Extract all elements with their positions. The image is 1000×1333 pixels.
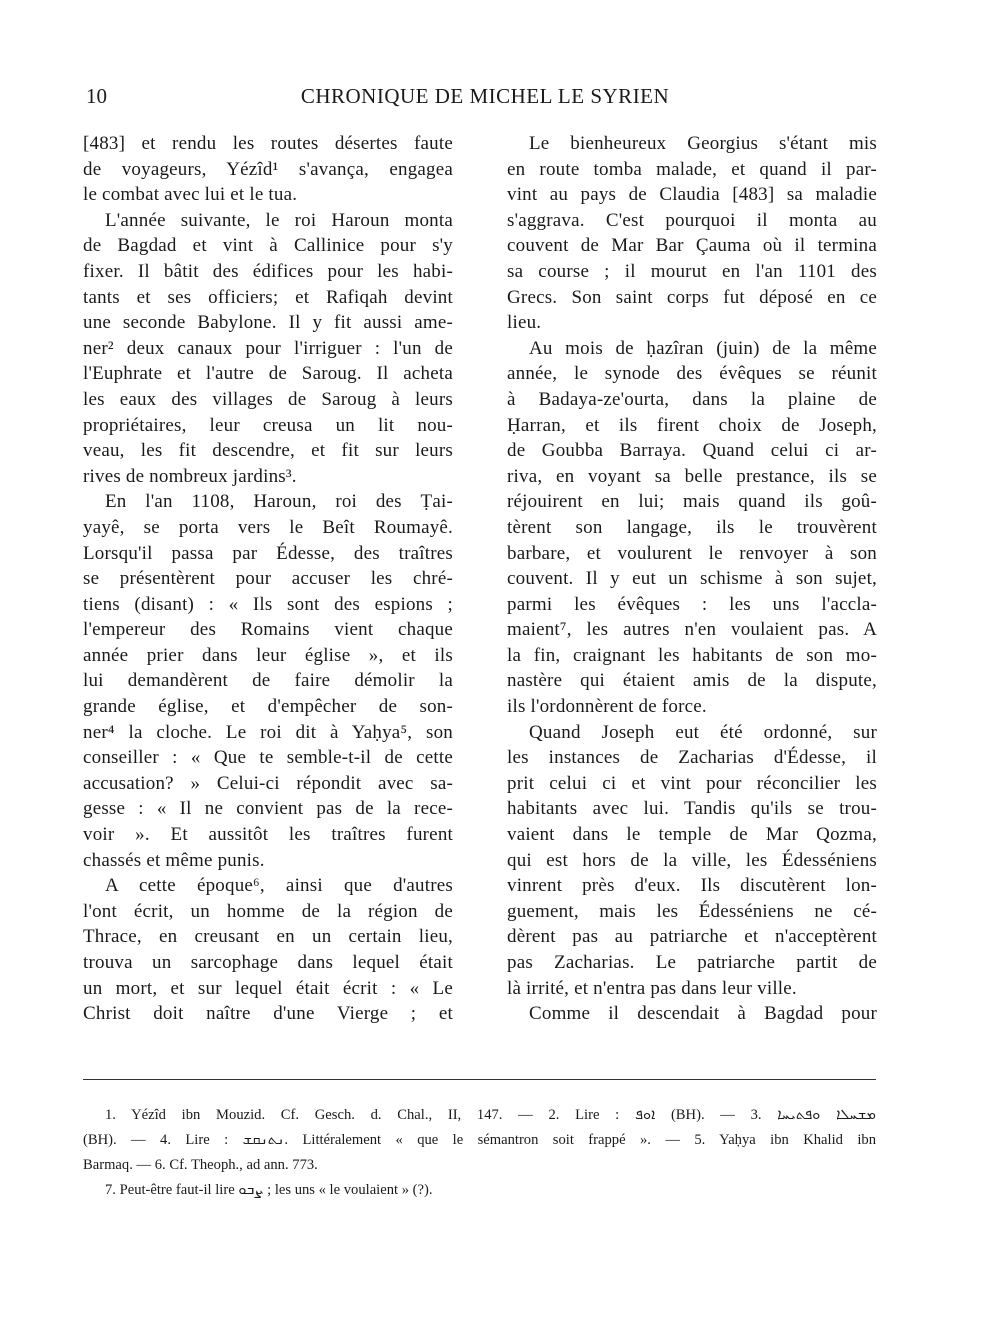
text-line: accusation? » Celui-ci répondit avec sa- — [83, 772, 453, 794]
paragraph — [507, 720, 877, 1002]
text-line: la fin, craignant les habitants de son mo- — [507, 644, 877, 666]
text-line: Christ doit naître d'une Vierge ; et — [83, 1003, 453, 1025]
text-line: en route tomba malade, et quand il par- — [507, 158, 877, 180]
footnote-line: 7. Peut-être faut-il lire ܨܒܘ ; les uns « le voulaient » (?). — [105, 1182, 433, 1198]
text-line: riva, en voyant sa belle prestance, ils se — [507, 465, 877, 487]
text-line: barbare, et voulurent le renvoyer à son — [507, 542, 877, 564]
page-number: 10 — [86, 84, 107, 108]
text-line: Le bienheureux Georgius s'étant mis — [529, 133, 877, 154]
text-line: grande église, et d'empêcher de son- — [83, 696, 453, 718]
text-line: A cette époque⁶, ainsi que d'autres — [105, 875, 453, 897]
text-line: lui demandèrent de faire démolir la — [83, 670, 453, 692]
text-line: couvent de Mar Bar Çauma où il termina — [507, 235, 877, 257]
text-line: les instances de Zacharias d'Édesse, il — [507, 747, 877, 769]
text-line: fixer. Il bâtit des édifices pour les habi- — [83, 260, 453, 282]
text-line: habitants avec lui. Tandis qu'ils se trou- — [507, 798, 877, 820]
text-line: l'Euphrate et l'autre de Saroug. Il acheta — [83, 363, 453, 385]
text-line: maient⁷, les autres n'en voulaient pas. A — [507, 619, 877, 641]
footnote-line: (BH). — 4. Lire : ܢܬܢܩܫ. Littéralement « que le sémantron soit frappé ». — 5. Yaḥya ibn Khalid ibn — [83, 1132, 876, 1148]
paragraph — [83, 208, 453, 490]
text-line: Grecs. Son saint corps fut déposé en ce — [507, 286, 877, 308]
right-column — [507, 131, 877, 1027]
text-line: l'empereur des Romains vient chaque — [83, 619, 453, 641]
text-line: Comme il descendait à Bagdad pour — [529, 1003, 877, 1025]
text-line: parmi les évêques : les uns l'accla- — [507, 593, 877, 615]
text-line: qui est hors de la ville, les Édesséniens — [507, 849, 877, 871]
text-line: Thrace, en creusant en un certain lieu, — [83, 926, 453, 948]
text-line: Lorsqu'il passa par Édesse, des traîtres — [83, 542, 453, 564]
text-line: Ḥarran, et ils firent choix de Joseph, — [507, 414, 877, 436]
text-line: l'ont écrit, un homme de la région de — [83, 900, 453, 922]
text-line: vint au pays de Claudia [483] sa maladie — [507, 184, 877, 206]
text-line: année prier dans leur église », et ils — [83, 644, 453, 666]
paragraph — [83, 489, 453, 873]
text-line: trouva un sarcophage dans lequel était — [83, 952, 453, 973]
footnote-line: 1. Yézîd ibn Mouzid. Cf. Gesch. d. Chal., II, 147. — 2. Lire : ܐܘܦ (BH). — 3. ܡܫܚܠܐ ܘܦܬܝܚܐ — [105, 1107, 876, 1123]
text-line: vinrent près d'eux. Ils discutèrent lon- — [507, 875, 877, 897]
text-line: lieu. — [507, 312, 542, 334]
text-line: dèrent pas au patriarche et n'acceptèrent — [507, 926, 877, 948]
text-line: sa course ; il mourut en l'an 1101 des — [507, 260, 877, 282]
text-line: réjouirent en lui; mais quand ils goû- — [507, 491, 877, 513]
running-title: CHRONIQUE DE MICHEL LE SYRIEN — [300, 84, 670, 108]
paragraph — [83, 873, 453, 1027]
text-line: propriétaires, leur creusa un lit nou- — [83, 414, 453, 436]
text-line: tiens (disant) : « Ils sont des espions ; — [83, 593, 453, 615]
text-line: veau, les fit descendre, et fit sur leurs — [83, 440, 453, 462]
text-line: se présentèrent pour accuser les chré- — [83, 568, 453, 590]
text-line: une seconde Babylone. Il y fit aussi ame- — [83, 312, 453, 334]
text-line: à Badaya-ze'ourta, dans la plaine de — [507, 388, 877, 410]
text-line: L'année suivante, le roi Haroun monta — [105, 209, 453, 231]
text-line: vaient dans le temple de Mar Qozma, — [507, 824, 877, 846]
text-line: rives de nombreux jardins³. — [83, 465, 297, 487]
text-line: les eaux des villages de Saroug à leurs — [83, 388, 453, 410]
text-line: tèrent son langage, ils le trouvèrent — [507, 516, 877, 538]
text-line: pas Zacharias. Le patriarche partit de — [507, 952, 877, 973]
footnote-divider — [83, 1079, 876, 1080]
paragraph — [507, 336, 877, 720]
footnotes — [83, 1103, 876, 1203]
text-line: chassés et même punis. — [83, 849, 265, 871]
text-line: nastère qui étaient amis de la dispute, — [507, 670, 877, 692]
text-line: un mort, et sur lequel était écrit : « Le — [83, 977, 453, 999]
text-line: s'aggrava. C'est pourquoi il monta au — [507, 209, 877, 231]
text-line: de Goubba Barraya. Quand celui ci ar- — [507, 440, 877, 462]
text-line: yayê, se porta vers le Beît Roumayê. — [83, 516, 453, 538]
text-line: [483] et rendu les routes désertes faute — [83, 133, 453, 154]
text-line: de voyageurs, Yézîd¹ s'avança, engagea — [83, 158, 453, 180]
text-line: gesse : « Il ne convient pas de la rece- — [83, 798, 453, 820]
text-line: année, le synode des évêques se réunit — [507, 363, 877, 385]
paragraph — [507, 1001, 877, 1027]
text-line: Au mois de ḥazîran (juin) de la même — [529, 337, 877, 359]
text-line: couvent. Il y eut un schisme à son sujet, — [507, 568, 877, 590]
text-line: tants et ses officiers; et Rafiqah devint — [83, 286, 453, 308]
text-line: là irrité, et n'entra pas dans leur ville. — [507, 977, 797, 999]
text-line: de Bagdad et vint à Callinice pour s'y — [83, 235, 453, 257]
text-line: le combat avec lui et le tua. — [83, 184, 298, 206]
text-line: Quand Joseph eut été ordonné, sur — [529, 721, 877, 743]
text-line: ner² deux canaux pour l'irriguer : l'un de — [83, 337, 453, 359]
left-column — [83, 131, 453, 1027]
text-line: conseiller : « Que te semble-t-il de cette — [83, 747, 453, 769]
text-line: voir ». Et aussitôt les traîtres furent — [83, 824, 453, 846]
text-line: ils l'ordonnèrent de force. — [507, 696, 707, 718]
paragraph — [507, 131, 877, 336]
paragraph — [83, 131, 453, 208]
footnote-line: Barmaq. — 6. Cf. Theoph., ad ann. 773. — [83, 1157, 318, 1173]
text-line: prit celui ci et vint pour réconcilier les — [507, 772, 877, 794]
text-line: guement, mais les Édesséniens ne cé- — [507, 900, 877, 922]
text-line: ner⁴ la cloche. Le roi dit à Yaḥya⁵, son — [83, 721, 453, 743]
text-line: En l'an 1108, Haroun, roi des Ṭai- — [105, 491, 453, 513]
